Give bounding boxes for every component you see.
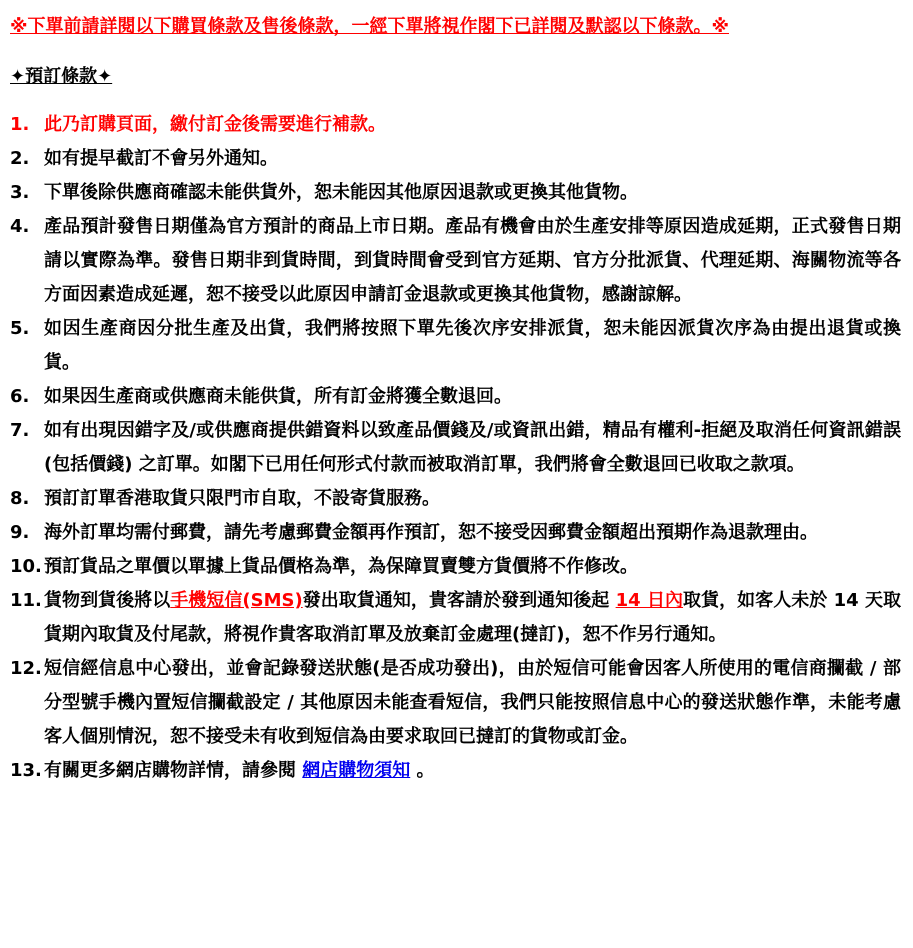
term-text — [44, 482, 901, 516]
term-text — [44, 210, 901, 312]
section-header-preorder-terms: ✦預訂條款✦ — [10, 66, 113, 87]
term-text-part: 短信經信息中心發出，並會記錄發送狀態(是否成功發出)，由於短信可能會因客人所使用的電信商攔截 / 部分型號手機內置短信攔截設定 / 其他原因未能查看短信，我們只能按照信息中心的發送狀態作準，未能考慮客人個別情況，恕不接受未有收到短信為由要求取回已撻訂的貨物或訂金。 — [44, 658, 901, 747]
term-text — [44, 584, 901, 652]
term-item — [10, 142, 901, 176]
term-text — [44, 414, 901, 482]
term-number: 11. — [10, 590, 42, 611]
term-number: 9. — [10, 522, 30, 543]
term-number: 6. — [10, 386, 30, 407]
term-item — [10, 176, 901, 210]
term-item — [10, 754, 901, 788]
term-text-part: 手機短信(SMS) — [170, 590, 303, 611]
term-item — [10, 414, 901, 482]
term-text-part: 下單後除供應商確認未能供貨外，恕未能因其他原因退款或更換其他貨物。 — [44, 182, 638, 203]
term-text-part: 14 日內 — [615, 590, 684, 611]
page-title: ※下單前請詳閱以下購買條款及售後條款，一經下單將視作閣下已詳閱及默認以下條款。※ — [10, 16, 729, 37]
term-text-part: 如有提早截訂不會另外通知。 — [44, 148, 278, 169]
term-number: 13. — [10, 760, 42, 781]
term-number: 3. — [10, 182, 30, 203]
term-item — [10, 312, 901, 380]
term-text-part: 海外訂單均需付郵費，請先考慮郵費金額再作預訂，恕不接受因郵費金額超出預期作為退款理由。 — [44, 522, 818, 543]
term-text — [44, 176, 901, 210]
term-item — [10, 482, 901, 516]
term-text-part: 產品預計發售日期僅為官方預計的商品上市日期。產品有機會由於生產安排等原因造成延期，正式發售日期請以實際為準。發售日期非到貨時間，到貨時間會受到官方延期、官方分批派貨、代理延期、海關物流等各方面因素造成延遲，恕不接受以此原因申請訂金退款或更換其他貨物，感謝諒解。 — [44, 216, 901, 305]
term-item — [10, 380, 901, 414]
term-number: 10. — [10, 556, 42, 577]
term-text — [44, 652, 901, 754]
term-text — [44, 380, 901, 414]
term-text — [44, 142, 901, 176]
term-text-part: 。 — [410, 760, 435, 781]
term-text-part: 取貨，如客人未於 14 天取貨期內取貨及付尾款，將視作貴客取消訂單及放棄訂金處理(撻訂)，恕不作另行通知。 — [44, 590, 901, 645]
term-text-part: 如果因生產商或供應商未能供貨，所有訂金將獲全數退回。 — [44, 386, 512, 407]
term-item — [10, 108, 901, 142]
term-item — [10, 652, 901, 754]
term-number: 12. — [10, 658, 42, 679]
term-text-part: 如因生產商因分批生產及出貨，我們將按照下單先後次序安排派貨，恕未能因派貨次序為由提出退貨或換貨。 — [44, 318, 901, 373]
term-text — [44, 754, 901, 788]
term-item — [10, 584, 901, 652]
term-number: 7. — [10, 420, 30, 441]
term-text-part: 預訂訂單香港取貨只限門市自取，不設寄貨服務。 — [44, 488, 440, 509]
term-text-part: 發出取貨通知，貴客請於發到通知後起 — [302, 590, 616, 611]
term-text-part: 此乃訂購頁面，繳付訂金後需要進行補款。 — [44, 114, 386, 135]
term-text — [44, 108, 901, 142]
term-item — [10, 210, 901, 312]
term-text-part: 貨物到貨後將以 — [44, 590, 171, 611]
term-item — [10, 550, 901, 584]
term-number: 5. — [10, 318, 30, 339]
term-number: 2. — [10, 148, 30, 169]
term-number: 1. — [10, 114, 30, 135]
terms-list — [10, 108, 901, 788]
term-number: 4. — [10, 216, 30, 237]
term-text-part: 如有出現因錯字及/或供應商提供錯資料以致產品價錢及/或資訊出錯，精品有權利-拒絕及取消任何資訊錯誤(包括價錢) 之訂單。如閣下已用任何形式付款而被取消訂單，我們將會全數退回已收取之款項。 — [44, 420, 901, 475]
term-text-part: 預訂貨品之單價以單據上貨品價格為準，為保障買賣雙方貨價將不作修改。 — [44, 556, 638, 577]
term-text-part: 有關更多網店購物詳情，請參閱 — [44, 760, 303, 781]
term-text — [44, 550, 901, 584]
term-number: 8. — [10, 488, 30, 509]
term-item — [10, 516, 901, 550]
term-text — [44, 312, 901, 380]
shop-guide-link[interactable]: 網店購物須知 — [302, 760, 411, 781]
term-text — [44, 516, 901, 550]
